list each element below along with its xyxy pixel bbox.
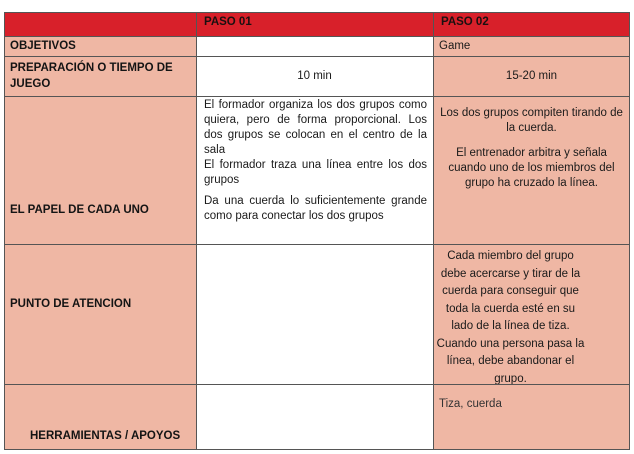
row-papel-label-text: EL PAPEL DE CADA UNO	[10, 204, 149, 216]
row-preparacion-paso01-text: 10 min	[297, 70, 332, 82]
row-preparacion-paso02	[433, 56, 630, 96]
row-objetivos-paso02	[433, 36, 630, 56]
row-herramientas-paso02	[433, 384, 630, 450]
row-atencion-paso02-text: Cada miembro del grupo debe acercarse y tirar de la cuerda para conseguir que toda la cuerda esté en su lado de la línea de tiza. Cuando una persona pasa la línea, debe abandonar el grupo.	[436, 250, 585, 384]
header-paso-02-label: PASO 02	[441, 16, 489, 28]
row-herramientas-paso01	[196, 384, 433, 450]
row-atencion-label-text: PUNTO DE ATENCION	[10, 298, 132, 310]
row-herramientas-label	[4, 384, 196, 450]
row-objetivos-label	[4, 36, 196, 56]
row-papel-paso01	[196, 96, 433, 244]
row-objetivos-paso02-text: Game	[439, 40, 471, 52]
header-empty-cell	[4, 12, 196, 36]
grid-line-horizontal	[4, 244, 630, 245]
papel-paso02-paragraph-2: El entrenador arbitra y señala cuando uno de los miembros del grupo ha cruzado la línea.	[448, 147, 615, 189]
grid-line-horizontal	[4, 36, 630, 37]
activity-table	[4, 12, 630, 450]
papel-paso01-paragraph-3: Da una cuerda lo suficientemente grande como para conectar los dos grupos	[204, 195, 427, 222]
header-paso-01	[196, 12, 433, 36]
row-papel-label	[4, 96, 196, 244]
row-objetivos-paso01	[196, 36, 433, 56]
row-preparacion-paso01	[196, 56, 433, 96]
row-atencion-paso02	[433, 244, 630, 384]
grid-line-horizontal	[4, 449, 630, 450]
row-preparacion-label-text: PREPARACIÓN O TIEMPO DE JUEGO	[10, 62, 173, 90]
row-papel-paso02	[433, 96, 630, 244]
row-atencion-label	[4, 244, 196, 384]
papel-paso01-paragraph-2: El formador traza una línea entre los dos grupos	[204, 159, 427, 186]
row-herramientas-paso02-text: Tiza, cuerda	[439, 398, 502, 410]
grid-line-horizontal	[4, 384, 630, 385]
papel-paso01-paragraph-1: El formador organiza los dos grupos como quiera, pero de forma proporcional. Los dos grupos se colocan en el centro de la sala	[204, 99, 427, 156]
papel-paso02-paragraph-1: Los dos grupos compiten tirando de la cuerda.	[440, 107, 623, 134]
row-preparacion-label	[4, 56, 196, 96]
header-paso-01-label: PASO 01	[204, 16, 252, 28]
grid-line-horizontal	[4, 12, 630, 13]
grid-line-horizontal	[4, 56, 630, 57]
row-atencion-paso01	[196, 244, 433, 384]
row-objetivos-label-text: OBJETIVOS	[10, 40, 76, 52]
row-preparacion-paso02-text: 15-20 min	[505, 70, 558, 82]
header-paso-02	[433, 12, 630, 36]
row-herramientas-label-text: HERRAMIENTAS / APOYOS	[30, 430, 181, 442]
grid-line-horizontal	[4, 96, 630, 97]
